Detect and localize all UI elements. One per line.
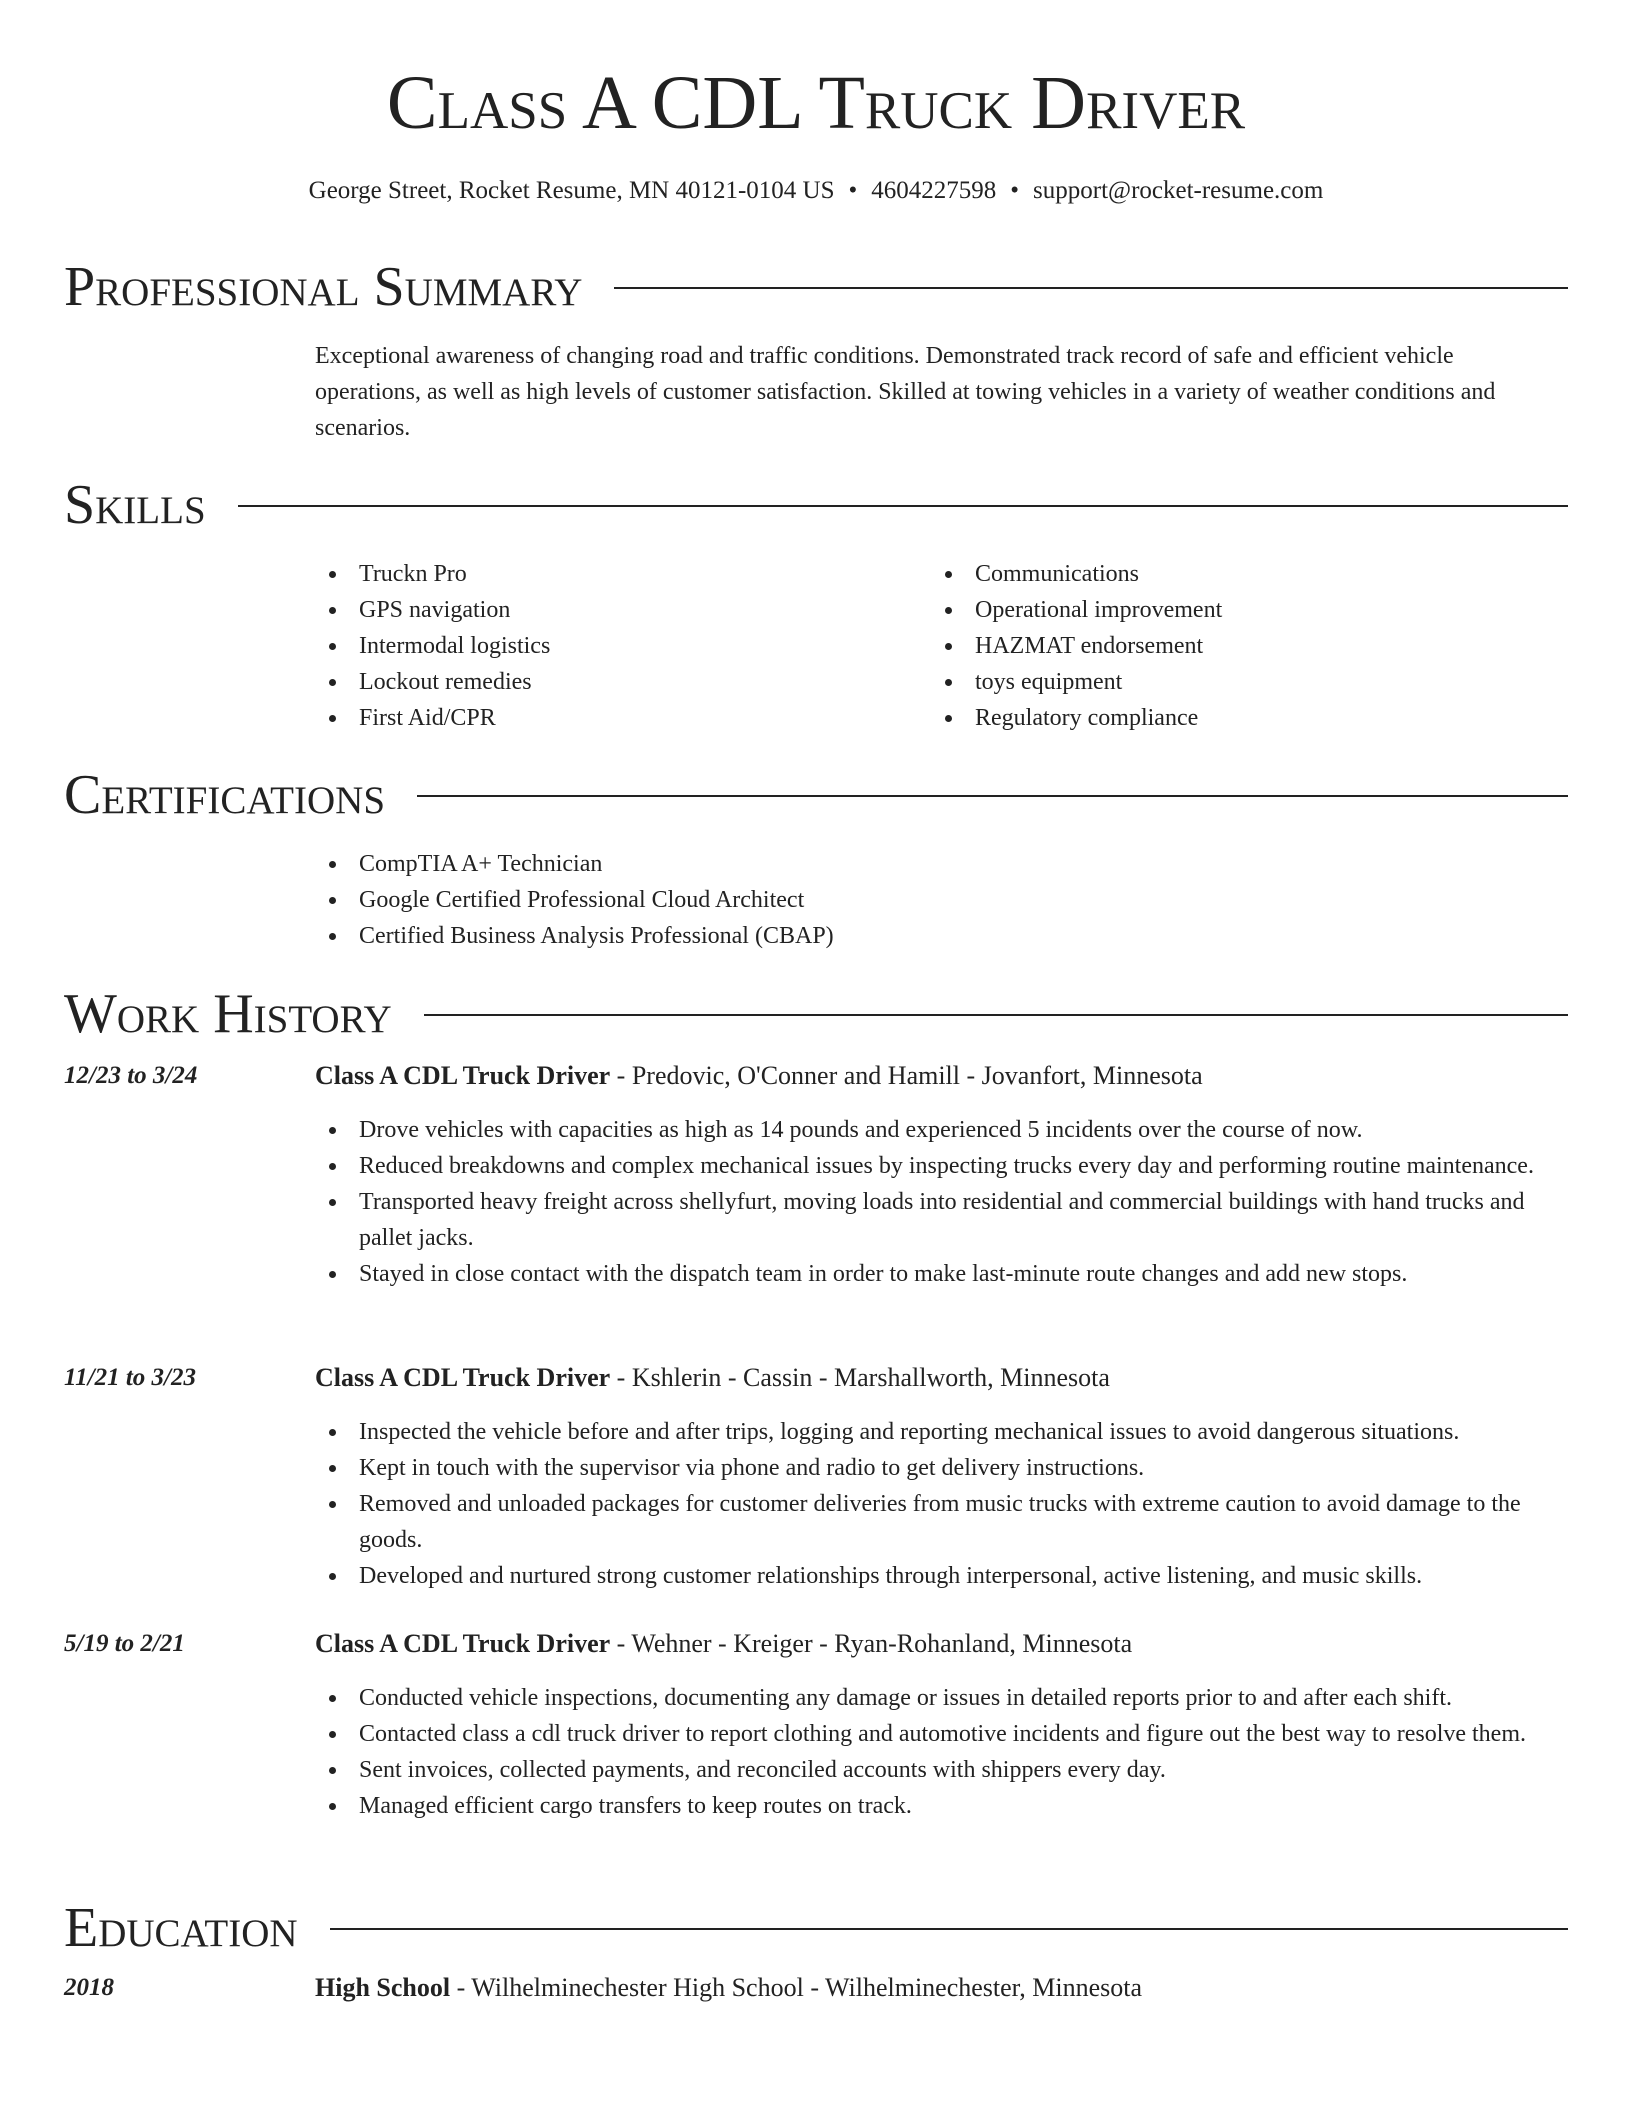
job-dates: 5/19 to 2/21 [64,1630,185,1657]
contact-phone: 4604227598 [871,177,997,204]
job-title: Class A CDL Truck Driver [315,1061,611,1090]
skill-item: Truckn Pro [315,556,915,592]
resume-name: Class A CDL Truck Driver [386,61,1246,145]
certification-item: CompTIA A+ Technician [315,846,1565,882]
job-bullet: Managed efficient cargo transfers to keep routes on track. [315,1788,1569,1824]
section-divider [417,795,1568,797]
job-bullet: Developed and nurtured strong customer relationships through interpersonal, active listening, and music skills. [315,1558,1569,1594]
skill-item: Intermodal logistics [315,628,915,664]
contact-line [0,174,1632,208]
section-header-education [64,1893,1568,1963]
job-employer: - Wehner - Kreiger - Ryan-Rohanland, Minnesota [610,1629,1133,1658]
job-bullet: Inspected the vehicle before and after trips, logging and reporting mechanical issues to avoid dangerous situations. [315,1414,1569,1450]
job-bullet: Sent invoices, collected payments, and reconciled accounts with shippers every day. [315,1752,1569,1788]
job-bullet: Stayed in close contact with the dispatch team in order to make last-minute route changes and add new stops. [315,1256,1569,1292]
summary-text: Exceptional awareness of changing road and traffic conditions. Demonstrated track record of safe and efficient vehicle operations, as well as high levels of customer satisfaction. Skilled at towing vehicles in a variety of weather conditions and scenarios. [315,343,1496,441]
job-dates: 12/23 to 3/24 [64,1062,198,1089]
skill-item: Regulatory compliance [931,700,1561,736]
job-bullet: Kept in touch with the supervisor via phone and radio to get delivery instructions. [315,1450,1569,1486]
skill-item: Lockout remedies [315,664,915,700]
education-degree: High School [315,1973,451,2002]
job-bullet-list [315,1680,1569,1824]
section-header-work-history [64,979,1568,1049]
job-bullet: Reduced breakdowns and complex mechanical issues by inspecting trucks every day and performing routine maintenance. [315,1148,1569,1184]
section-divider [330,1928,1568,1930]
job-title: Class A CDL Truck Driver [315,1363,611,1392]
section-divider [614,287,1568,289]
job-title-line [315,1360,1565,1396]
certification-item: Certified Business Analysis Professional (CBAP) [315,918,1565,954]
section-title-education: Education [64,1897,298,1959]
section-header-summary [64,252,1568,322]
job-title: Class A CDL Truck Driver [315,1629,611,1658]
job-bullet: Removed and unloaded packages for customer deliveries from music trucks with extreme caution to avoid damage to the goods. [315,1486,1569,1558]
skill-item: toys equipment [931,664,1561,700]
job-dates: 11/21 to 3/23 [64,1364,196,1391]
certifications-list [315,846,1565,954]
section-divider [424,1014,1568,1016]
section-divider [238,505,1568,507]
education-line [315,1970,1565,2006]
contact-email: support@rocket-resume.com [1033,177,1324,204]
skill-item: GPS navigation [315,592,915,628]
section-title-skills: Skills [64,474,206,536]
job-title-line [315,1626,1565,1662]
education-school: - Wilhelminechester High School - Wilhelminechester, Minnesota [450,1973,1143,2002]
section-title-certifications: Certifications [64,764,386,826]
skill-item: Communications [931,556,1561,592]
education-date: 2018 [64,1974,114,2001]
contact-separator: • [848,177,858,204]
job-title-line [315,1058,1565,1094]
skill-item: First Aid/CPR [315,700,915,736]
section-header-certifications [64,760,1568,830]
contact-address: George Street, Rocket Resume, MN 40121-0104 US [308,177,835,204]
section-header-skills [64,470,1568,540]
job-bullet-list [315,1414,1569,1594]
job-bullet-list [315,1112,1569,1292]
skills-list-left [315,556,915,736]
certification-item: Google Certified Professional Cloud Architect [315,882,1565,918]
job-bullet: Conducted vehicle inspections, documenting any damage or issues in detailed reports prior to and after each shift. [315,1680,1569,1716]
skill-item: HAZMAT endorsement [931,628,1561,664]
skills-list-right [931,556,1561,736]
section-title-work-history: Work History [64,983,392,1045]
contact-separator: • [1010,177,1020,204]
job-bullet: Transported heavy freight across shellyfurt, moving loads into residential and commercial buildings with hand trucks and pallet jacks. [315,1184,1569,1256]
job-employer: - Kshlerin - Cassin - Marshallworth, Minnesota [610,1363,1110,1392]
section-title-summary: Professional Summary [64,256,583,318]
job-bullet: Contacted class a cdl truck driver to report clothing and automotive incidents and figure out the best way to resolve them. [315,1716,1569,1752]
skill-item: Operational improvement [931,592,1561,628]
job-bullet: Drove vehicles with capacities as high as 14 pounds and experienced 5 incidents over the course of now. [315,1112,1569,1148]
job-employer: - Predovic, O'Conner and Hamill - Jovanfort, Minnesota [610,1061,1203,1090]
